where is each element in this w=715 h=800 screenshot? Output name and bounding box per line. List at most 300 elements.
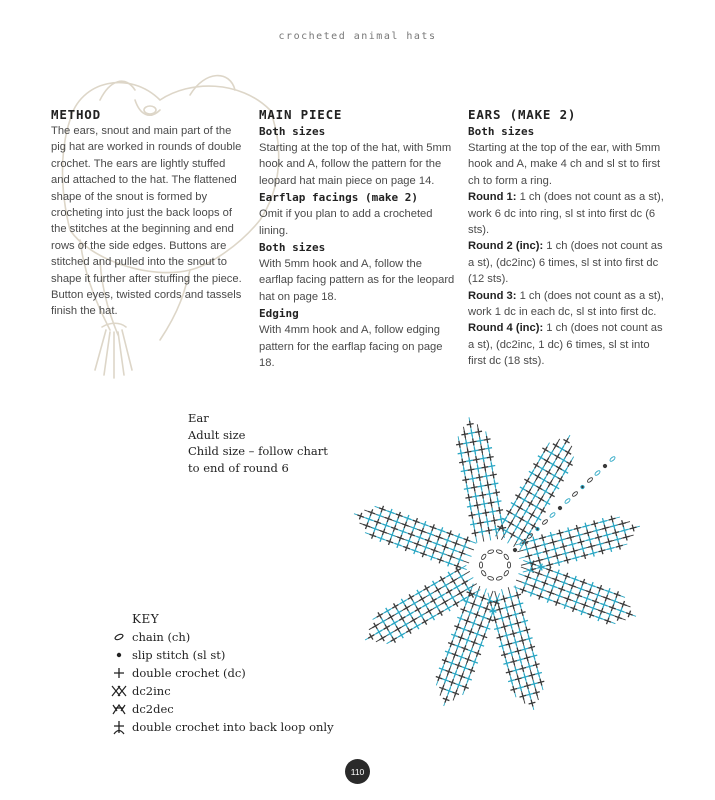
stitch-mark bbox=[475, 510, 483, 518]
stitch-mark bbox=[444, 559, 453, 568]
stitch-mark bbox=[580, 551, 589, 560]
round-4-instruction bbox=[468, 320, 668, 369]
stitch-mark bbox=[550, 471, 560, 481]
main-piece-subheading: Both sizes bbox=[259, 125, 326, 138]
stitch-mark bbox=[544, 554, 553, 563]
stitch-mark bbox=[486, 453, 494, 461]
stitch-mark bbox=[558, 536, 567, 545]
key-label-chain: chain (ch) bbox=[132, 630, 191, 644]
stitch-mark bbox=[430, 546, 439, 555]
stitch-mark bbox=[424, 536, 433, 545]
round-4-text: 1 ch (does not count as a st), (dc2inc, 1 dc) 6 times, sl st into first dc (18 sts). bbox=[468, 322, 663, 368]
chain-mark bbox=[609, 456, 616, 462]
stitch-mark bbox=[459, 458, 467, 466]
stitch-mark bbox=[530, 491, 540, 501]
stitch-mark bbox=[613, 535, 622, 544]
stitch-mark bbox=[378, 617, 388, 627]
stitch-mark bbox=[516, 683, 525, 692]
stitch-mark bbox=[507, 649, 516, 658]
stitch-mark bbox=[441, 676, 450, 685]
ears-subheading: Both sizes bbox=[468, 125, 535, 138]
stitch-mark bbox=[527, 510, 537, 520]
stitch-mark bbox=[590, 520, 599, 529]
stitch-mark bbox=[409, 615, 419, 625]
stitch-mark bbox=[489, 508, 497, 516]
stitch-mark bbox=[511, 511, 521, 521]
stitch-mark bbox=[451, 689, 460, 698]
stitch-mark bbox=[602, 594, 611, 603]
stitch-mark bbox=[476, 621, 485, 630]
stitch-mark bbox=[445, 686, 454, 695]
stitch-mark bbox=[483, 518, 491, 526]
stitch-mark bbox=[546, 588, 555, 597]
stitch-mark bbox=[390, 524, 399, 533]
stitch-mark bbox=[484, 481, 492, 489]
stitch-mark bbox=[488, 462, 496, 470]
stitch-mark bbox=[476, 519, 484, 527]
stitch-mark bbox=[477, 482, 485, 490]
chain-mark bbox=[549, 512, 556, 518]
back-loop-dc-symbol-icon bbox=[108, 718, 130, 736]
stitch-mark bbox=[570, 547, 579, 556]
stitch-mark bbox=[494, 497, 502, 505]
stitch-mark bbox=[479, 632, 488, 641]
method-column bbox=[51, 106, 246, 320]
stitch-mark bbox=[437, 575, 447, 585]
stitch-mark bbox=[587, 542, 596, 551]
stitch-mark bbox=[509, 601, 518, 610]
stitch-mark bbox=[441, 581, 451, 591]
stitch-mark bbox=[379, 527, 388, 536]
stitch-mark bbox=[547, 448, 557, 458]
stitch-mark bbox=[629, 524, 638, 533]
stitch-mark bbox=[516, 600, 525, 609]
stitch-mark bbox=[549, 538, 558, 547]
stitch-mark bbox=[557, 585, 566, 594]
stitch-mark bbox=[508, 530, 518, 540]
stitch-mark bbox=[483, 435, 491, 443]
key-row-dc2dec bbox=[108, 700, 174, 718]
stitch-mark bbox=[548, 460, 558, 470]
stitch-mark bbox=[606, 610, 615, 619]
stitch-mark bbox=[386, 612, 396, 622]
stitch-mark bbox=[538, 585, 547, 594]
stitch-mark bbox=[518, 664, 527, 673]
stitch-mark bbox=[417, 594, 427, 604]
stitch-mark bbox=[622, 533, 631, 542]
stitch-mark bbox=[552, 598, 561, 607]
stitch-mark bbox=[516, 628, 525, 637]
stitch-mark bbox=[530, 652, 539, 661]
chain-mark bbox=[513, 548, 518, 553]
stitch-mark bbox=[479, 593, 488, 602]
stitch-mark bbox=[450, 650, 459, 659]
stitch-mark bbox=[541, 445, 551, 455]
stitch-mark bbox=[539, 475, 549, 485]
stitch-mark bbox=[596, 540, 605, 549]
round-4-label: Round 4 (inc): bbox=[468, 322, 544, 335]
stitch-mark bbox=[388, 531, 397, 540]
chart-caption-title: Ear bbox=[188, 411, 209, 425]
stitch-mark bbox=[530, 680, 539, 689]
stitch-mark bbox=[566, 533, 575, 542]
stitch-mark bbox=[382, 623, 392, 633]
stitch-mark bbox=[521, 645, 530, 654]
stitch-mark bbox=[454, 532, 463, 541]
earflap-facings-heading: Earflap facings (make 2) bbox=[259, 191, 418, 205]
stitch-mark bbox=[515, 503, 525, 513]
stitch-mark bbox=[412, 517, 421, 526]
stitch-mark bbox=[449, 576, 459, 586]
stitch-mark bbox=[509, 657, 518, 666]
stitch-mark bbox=[396, 534, 405, 543]
stitch-mark bbox=[464, 655, 473, 664]
chain-mark bbox=[587, 477, 594, 483]
stitch-mark bbox=[606, 544, 615, 553]
earflap-sizes-text: With 5mm hook and A, follow the earflap facing pattern as for the leopard hat on page 18. bbox=[259, 258, 455, 303]
key-label-double-crochet: double crochet (dc) bbox=[132, 666, 246, 680]
stitch-mark bbox=[461, 663, 470, 672]
stitch-mark bbox=[442, 695, 451, 704]
stitch-mark bbox=[447, 659, 456, 668]
stitch-mark bbox=[547, 531, 556, 540]
stitch-mark bbox=[470, 657, 479, 666]
stitch-mark bbox=[432, 602, 442, 612]
stitch-mark bbox=[589, 549, 598, 558]
stitch-mark bbox=[391, 602, 401, 612]
running-head: crocheted animal hats bbox=[278, 31, 437, 42]
stitch-mark bbox=[437, 526, 446, 535]
stitch-mark bbox=[582, 522, 591, 531]
stitch-mark bbox=[482, 509, 490, 517]
stitch-mark bbox=[551, 545, 560, 554]
stitch-mark bbox=[532, 576, 541, 585]
round-2-text: 1 ch (does not count as a st), (dc2inc) 6 times, sl st into first dc (12 sts). bbox=[468, 240, 663, 286]
stitch-mark bbox=[460, 542, 469, 551]
double-crochet-symbol-icon bbox=[108, 664, 130, 682]
stitch-mark bbox=[401, 520, 410, 529]
stitch-mark bbox=[555, 591, 564, 600]
stitch-mark bbox=[603, 531, 612, 540]
stitch-mark bbox=[528, 671, 537, 680]
stitch-mark bbox=[544, 595, 553, 604]
stitch-mark bbox=[557, 444, 567, 454]
stitch-mark bbox=[485, 526, 493, 534]
chain-mark bbox=[479, 562, 482, 568]
stitch-mark bbox=[608, 603, 617, 612]
stitch-mark bbox=[520, 617, 529, 626]
stitch-mark bbox=[454, 661, 463, 670]
stitch-mark bbox=[575, 531, 584, 540]
stitch-mark bbox=[393, 624, 403, 634]
stitch-mark bbox=[513, 591, 522, 600]
stitch-mark bbox=[425, 590, 435, 600]
stitch-mark bbox=[527, 589, 536, 598]
stitch-mark bbox=[458, 549, 467, 558]
stitch-mark bbox=[486, 615, 495, 624]
stitch-mark bbox=[417, 611, 427, 621]
stitch-mark bbox=[478, 528, 486, 536]
stitch-mark bbox=[525, 662, 534, 671]
stitch-mark bbox=[418, 527, 427, 536]
stitch-mark bbox=[514, 619, 523, 628]
stitch-mark bbox=[464, 448, 472, 456]
stitch-mark bbox=[483, 624, 492, 633]
stitch-mark bbox=[542, 498, 552, 508]
chain-mark bbox=[603, 464, 608, 469]
stitch-mark bbox=[489, 471, 497, 479]
stitch-mark bbox=[537, 678, 546, 687]
stitch-mark bbox=[453, 566, 463, 576]
stitch-mark bbox=[562, 436, 572, 446]
stitch-mark bbox=[502, 631, 511, 640]
stitch-mark bbox=[371, 621, 381, 631]
stitch-mark bbox=[572, 554, 581, 563]
stitch-mark bbox=[466, 608, 475, 617]
stitch-mark bbox=[479, 613, 488, 622]
stitch-mark bbox=[405, 626, 415, 636]
stitch-mark bbox=[536, 453, 546, 463]
edging-text: With 4mm hook and A, follow edging pattern for the earflap facing on page 18. bbox=[259, 324, 443, 370]
stitch-mark bbox=[481, 463, 489, 471]
stitch-mark bbox=[542, 456, 552, 466]
stitch-mark bbox=[523, 518, 533, 528]
stitch-mark bbox=[435, 673, 444, 682]
stitch-mark bbox=[516, 655, 525, 664]
stitch-mark bbox=[421, 543, 430, 552]
stitch-mark bbox=[529, 480, 539, 490]
stitch-mark bbox=[563, 448, 573, 458]
stitch-mark bbox=[367, 508, 376, 517]
ears-intro: Starting at the top of the ear, with 5mm hook and A, make 4 ch and sl st to first ch to form a ring. bbox=[468, 142, 661, 187]
stitch-mark bbox=[362, 521, 371, 530]
chain-mark bbox=[594, 470, 601, 476]
main-piece-column bbox=[259, 106, 459, 371]
stitch-mark bbox=[490, 516, 498, 524]
chain-mark bbox=[503, 570, 509, 577]
stitch-mark bbox=[428, 612, 438, 622]
stitch-mark bbox=[476, 641, 485, 650]
stitch-mark bbox=[486, 490, 494, 498]
stitch-mark bbox=[429, 523, 438, 532]
stitch-mark bbox=[534, 669, 543, 678]
stitch-mark bbox=[545, 479, 555, 489]
stitch-mark bbox=[569, 604, 578, 613]
stitch-mark bbox=[620, 526, 629, 535]
stitch-mark bbox=[493, 624, 502, 633]
stitch-mark bbox=[545, 566, 554, 575]
stitch-mark bbox=[479, 491, 487, 499]
stitch-mark bbox=[394, 540, 403, 549]
stitch-mark bbox=[375, 511, 384, 520]
stitch-mark bbox=[579, 544, 588, 553]
stitch-mark bbox=[538, 534, 547, 543]
stitch-mark bbox=[440, 597, 450, 607]
stitch-mark bbox=[560, 467, 570, 477]
key-label-slip-stitch: slip stitch (sl st) bbox=[132, 648, 226, 662]
stitch-mark bbox=[559, 542, 568, 551]
stitch-mark bbox=[584, 529, 593, 538]
stitch-mark bbox=[480, 500, 488, 508]
stitch-mark bbox=[479, 454, 487, 462]
stitch-mark bbox=[412, 621, 422, 631]
stitch-mark bbox=[398, 527, 407, 536]
stitch-mark bbox=[469, 475, 477, 483]
stitch-mark bbox=[402, 543, 411, 552]
stitch-mark bbox=[577, 584, 586, 593]
stitch-mark bbox=[552, 551, 561, 560]
stitch-mark bbox=[585, 535, 594, 544]
stitch-mark bbox=[403, 514, 412, 523]
stitch-mark bbox=[365, 515, 374, 524]
stitch-mark bbox=[374, 627, 384, 637]
main-piece-text: Starting at the top of the hat, with 5mm hook and A, follow the pattern for the leopard hat main piece on page 14. bbox=[259, 142, 452, 187]
stitch-mark bbox=[420, 520, 429, 529]
stitch-mark bbox=[457, 449, 465, 457]
stitch-mark bbox=[532, 502, 542, 512]
stitch-mark bbox=[506, 519, 516, 529]
stitch-mark bbox=[596, 584, 605, 593]
stitch-mark bbox=[443, 536, 452, 545]
stitch-mark bbox=[520, 495, 530, 505]
key-label-dc2dec: dc2dec bbox=[132, 702, 174, 716]
stitch-mark bbox=[580, 601, 589, 610]
stitch-mark bbox=[571, 575, 580, 584]
round-2-label: Round 2 (inc): bbox=[468, 240, 544, 253]
stitch-mark bbox=[614, 613, 623, 622]
stitch-mark bbox=[604, 587, 613, 596]
stitch-mark bbox=[378, 633, 388, 643]
stitch-mark bbox=[460, 578, 470, 588]
dc2dec-symbol-icon bbox=[108, 700, 130, 718]
stitch-mark bbox=[447, 552, 456, 561]
stitch-mark bbox=[509, 629, 518, 638]
stitch-mark bbox=[559, 455, 569, 465]
stitch-mark bbox=[447, 639, 456, 648]
stitch-mark bbox=[462, 476, 470, 484]
stitch-mark bbox=[433, 585, 443, 595]
stitch-mark bbox=[498, 614, 507, 623]
stitch-mark bbox=[451, 670, 460, 679]
stitch-mark bbox=[600, 600, 609, 609]
stitch-mark bbox=[460, 644, 469, 653]
stitch-mark bbox=[472, 456, 480, 464]
stitch-mark bbox=[382, 521, 391, 530]
key-row-back-loop bbox=[108, 718, 334, 736]
stitch-mark bbox=[510, 685, 519, 694]
stitch-mark bbox=[611, 528, 620, 537]
stitch-mark bbox=[517, 514, 527, 524]
stitch-mark bbox=[456, 588, 466, 598]
stitch-mark bbox=[514, 675, 523, 684]
stitch-mark bbox=[568, 581, 577, 590]
stitch-mark bbox=[523, 681, 532, 690]
stitch-mark bbox=[455, 555, 464, 564]
stitch-mark bbox=[523, 545, 532, 554]
stitch-mark bbox=[507, 621, 516, 630]
stitch-mark bbox=[496, 506, 504, 514]
stitch-mark bbox=[466, 420, 474, 428]
stitch-mark bbox=[467, 647, 476, 656]
stitch-mark bbox=[401, 620, 411, 630]
stitch-mark bbox=[478, 445, 486, 453]
stitch-mark bbox=[585, 587, 594, 596]
stitch-mark bbox=[599, 517, 608, 526]
stitch-mark bbox=[444, 648, 453, 657]
round-2-instruction bbox=[468, 238, 668, 287]
stitch-mark bbox=[561, 549, 570, 558]
stitch-mark bbox=[462, 439, 470, 447]
chain-mark bbox=[572, 491, 579, 497]
stitch-mark bbox=[538, 506, 548, 516]
slip-stitch-symbol-icon bbox=[108, 646, 130, 664]
stitch-mark bbox=[505, 507, 515, 517]
stitch-mark bbox=[438, 684, 447, 693]
key-label-back-loop: double crochet into back loop only bbox=[132, 720, 334, 734]
stitch-mark bbox=[473, 630, 482, 639]
stitch-mark bbox=[452, 582, 462, 592]
round-3-label: Round 3: bbox=[468, 289, 517, 302]
stitch-mark bbox=[457, 633, 466, 642]
stitch-mark bbox=[459, 606, 468, 615]
stitch-mark bbox=[619, 600, 628, 609]
stitch-mark bbox=[464, 674, 473, 683]
stitch-mark bbox=[547, 490, 557, 500]
stitch-mark bbox=[518, 636, 527, 645]
chain-mark bbox=[507, 562, 510, 568]
stitch-mark bbox=[613, 590, 622, 599]
stitch-mark bbox=[385, 629, 395, 639]
dc2inc-symbol-icon bbox=[108, 682, 130, 700]
stitch-mark bbox=[540, 540, 549, 549]
stitch-mark bbox=[395, 511, 404, 520]
stitch-mark bbox=[473, 649, 482, 658]
stitch-mark bbox=[562, 572, 571, 581]
stitch-mark bbox=[491, 480, 499, 488]
stitch-mark bbox=[469, 619, 478, 628]
chart-caption-adult: Adult size bbox=[188, 427, 246, 442]
stitch-mark bbox=[560, 578, 569, 587]
key-row-chain bbox=[108, 628, 190, 646]
stitch-mark bbox=[466, 627, 475, 636]
stitch-mark bbox=[429, 596, 439, 606]
round-1-label: Round 1: bbox=[468, 191, 517, 204]
stitch-mark bbox=[444, 667, 453, 676]
stitch-mark bbox=[565, 459, 575, 469]
stitch-mark bbox=[526, 499, 536, 509]
stitch-mark bbox=[422, 584, 432, 594]
stitch-mark bbox=[496, 633, 505, 642]
stitch-mark bbox=[455, 440, 463, 448]
stitch-mark bbox=[470, 483, 478, 491]
stitch-mark bbox=[533, 549, 542, 558]
stitch-mark bbox=[448, 678, 457, 687]
stitch-mark bbox=[521, 673, 530, 682]
stitch-mark bbox=[405, 609, 415, 619]
stitch-mark bbox=[530, 582, 539, 591]
stitch-mark bbox=[415, 533, 424, 542]
stitch-mark bbox=[523, 573, 532, 582]
stitch-mark bbox=[561, 601, 570, 610]
chart-caption-child: Child size – follow chart bbox=[188, 444, 328, 458]
stitch-mark bbox=[476, 602, 485, 611]
stitch-mark bbox=[471, 447, 479, 455]
stitch-mark bbox=[610, 597, 619, 606]
stitch-mark bbox=[541, 487, 551, 497]
stitch-mark bbox=[462, 535, 471, 544]
stitch-mark bbox=[466, 502, 474, 510]
stitch-mark bbox=[398, 614, 408, 624]
